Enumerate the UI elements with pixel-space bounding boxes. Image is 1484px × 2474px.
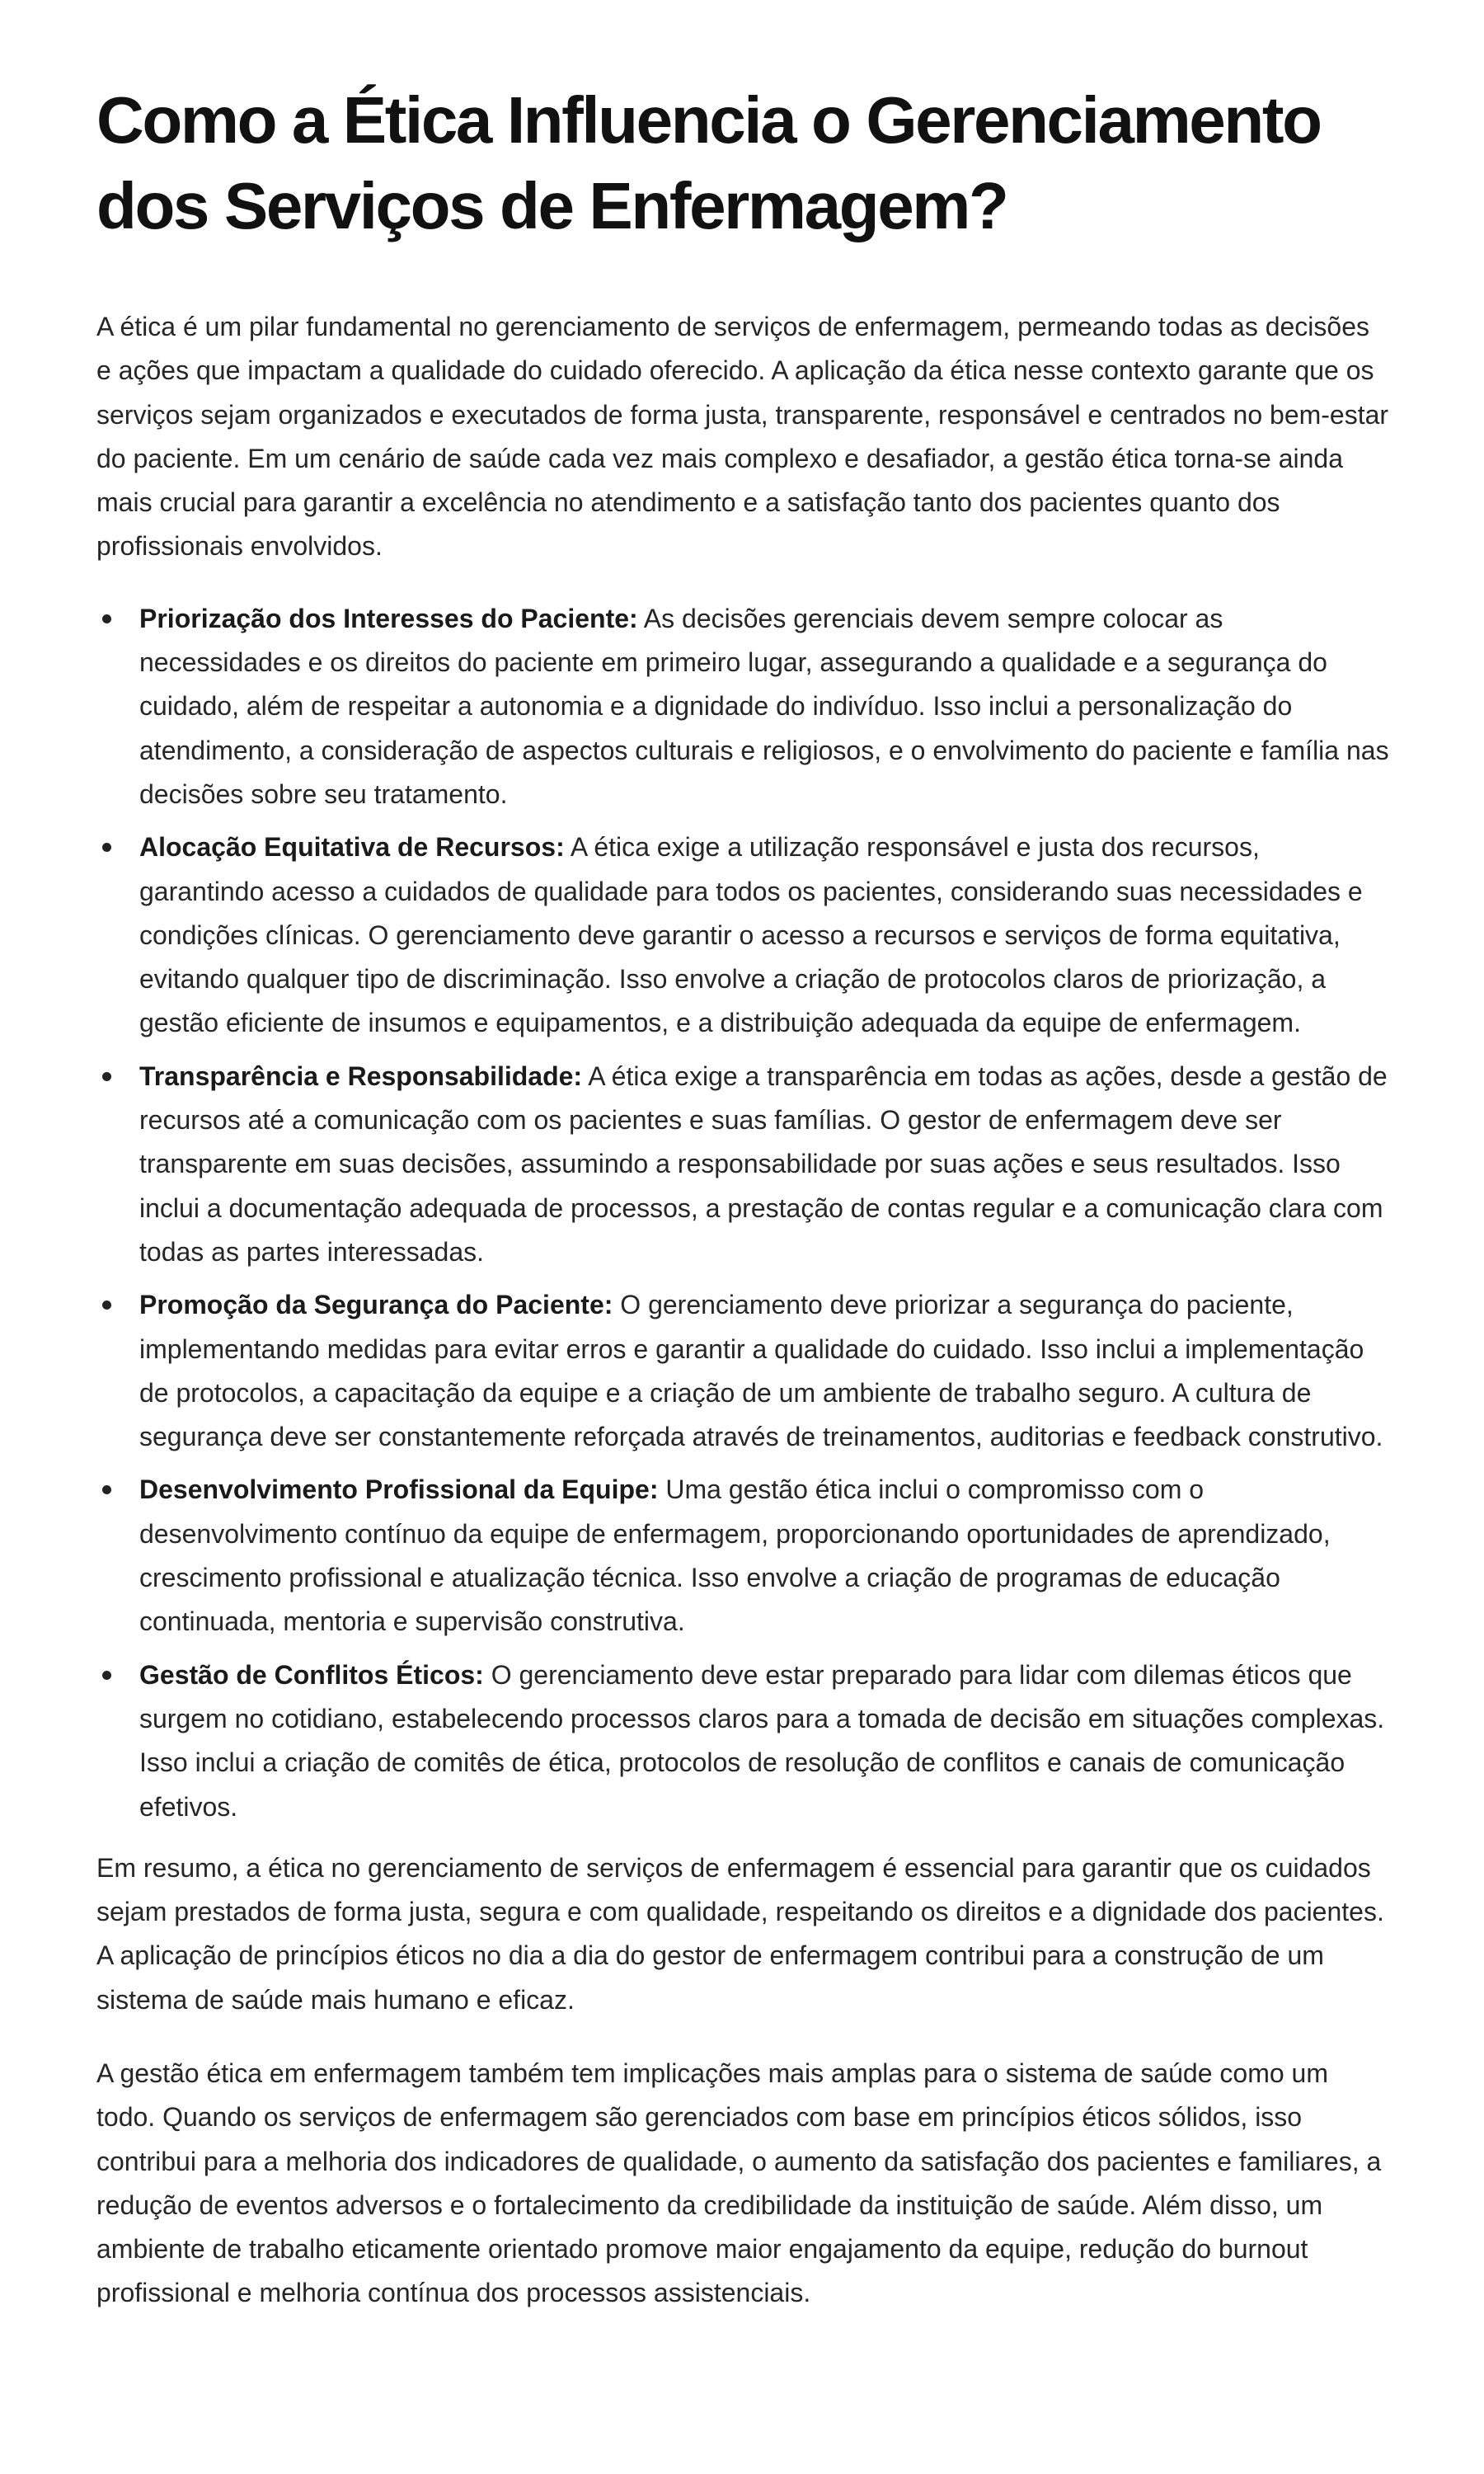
list-item-transparency: [96, 1055, 1389, 1274]
list-item-patient-safety: [96, 1283, 1389, 1459]
bullet-dot-icon: [102, 614, 111, 623]
page-title: Como a Ética Influencia o Gerenciamento dos Serviços de Enfermagem?: [96, 83, 1321, 242]
list-item-text: As decisões gerenciais devem sempre colocar as necessidades e os direitos do paciente em primeiro lugar, assegurando a qualidade e a segurança do cuidado, além de respeitar a autonomia e a dignidade do indivíduo. Isso inclui a personalização do atendimento, a consideração de aspectos culturais e religiosos, e o envolvimento do paciente e família nas decisões sobre seu tratamento.: [139, 603, 1389, 809]
list-item-patient-interests: [96, 597, 1389, 816]
list-item-resource-allocation: [96, 825, 1389, 1045]
list-item-term: Promoção da Segurança do Paciente:: [139, 1290, 613, 1320]
list-item-term: Gestão de Conflitos Éticos:: [139, 1659, 484, 1690]
bullet-dot-icon: [102, 1072, 111, 1081]
list-item-text: Uma gestão ética inclui o compromisso com o desenvolvimento contínuo da equipe de enfermagem, proporcionando oportunidades de aprendizado, crescimento profissional e atualização técnica. Isso envolve a criação de programas de educação continuada, mentoria e supervisão construtiva.: [139, 1475, 1331, 1637]
list-item-text: A ética exige a utilização responsável e justa dos recursos, garantindo acesso a cuidados de qualidade para todos os pacientes, considerando suas necessidades e condições clínicas. O gerenciamento deve garantir o acesso a recursos e serviços de forma equitativa, evitando qualquer tipo de discriminação. Isso envolve a criação de protocolos claros de priorização, a gestão eficiente de insumos e equipamentos, e a distribuição adequada da equipe de enfermagem.: [139, 832, 1363, 1038]
closing-paragraph: A gestão ética em enfermagem também tem implicações mais amplas para o sistema de saúde como um todo. Quando os serviços de enfermagem são gerenciados com base em princípios éticos sólidos, isso contribui para a melhoria dos indicadores de qualidade, o aumento da satisfação dos pacientes e familiares, a redução de eventos adversos e o fortalecimento da credibilidade da instituição de saúde. Além disso, um ambiente de trabalho eticamente orientado promove maior engajamento da equipe, redução do burnout profissional e melhoria contínua dos processos assistenciais.: [96, 2058, 1382, 2308]
list-item-ethical-conflicts: [96, 1653, 1389, 1829]
principles-list: [96, 597, 1389, 1829]
list-item-term: Transparência e Responsabilidade:: [139, 1061, 583, 1091]
list-item-term: Alocação Equitativa de Recursos:: [139, 832, 565, 863]
bullet-dot-icon: [102, 1671, 111, 1680]
list-item-term: Desenvolvimento Profissional da Equipe:: [139, 1475, 659, 1505]
list-item-text: A ética exige a transparência em todas as ações, desde a gestão de recursos até a comunicação com os pacientes e suas famílias. O gestor de enfermagem deve ser transparente em suas decisões, assumindo a responsabilidade por suas ações e seus resultados. Isso inclui a documentação adequada de processos, a prestação de contas regular e a comunicação clara com todas as partes interessadas.: [139, 1061, 1388, 1267]
list-item-team-development: [96, 1468, 1389, 1644]
bullet-dot-icon: [102, 1300, 111, 1310]
summary-paragraph: Em resumo, a ética no gerenciamento de serviços de enfermagem é essencial para garantir que os cuidados sejam prestados de forma justa, segura e com qualidade, respeitando os direitos e a dignidade dos pacientes. A aplicação de princípios éticos no dia a dia do gestor de enfermagem contribui para a construção de um sistema de saúde mais humano e eficaz.: [96, 1852, 1384, 2015]
list-item-text: O gerenciamento deve priorizar a segurança do paciente, implementando medidas para evitar erros e garantir a qualidade do cuidado. Isso inclui a implementação de protocolos, a capacitação da equipe e a criação de um ambiente de trabalho seguro. A cultura de segurança deve ser constantemente reforçada através de treinamentos, auditorias e feedback construtivo.: [139, 1290, 1383, 1452]
list-item-term: Priorização dos Interesses do Paciente:: [139, 603, 638, 633]
list-item-text: O gerenciamento deve estar preparado para lidar com dilemas éticos que surgem no cotidiano, estabelecendo processos claros para a tomada de decisão em situações complexas. Isso inclui a criação de comitês de ética, protocolos de resolução de conflitos e canais de comunicação efetivos.: [139, 1659, 1385, 1822]
intro-paragraph: A ética é um pilar fundamental no gerenciamento de serviços de enfermagem, permeando todas as decisões e ações que impactam a qualidade do cuidado oferecido. A aplicação da ética nesse contexto garante que os serviços sejam organizados e executados de forma justa, transparente, responsável e centrados no bem-estar do paciente. Em um cenário de saúde cada vez mais complexo e desafiador, a gestão ética torna-se ainda mais crucial para garantir a excelência no atendimento e a satisfação tanto dos pacientes quanto dos profissionais envolvidos.: [96, 312, 1389, 562]
bullet-dot-icon: [102, 843, 111, 852]
bullet-dot-icon: [102, 1485, 111, 1494]
